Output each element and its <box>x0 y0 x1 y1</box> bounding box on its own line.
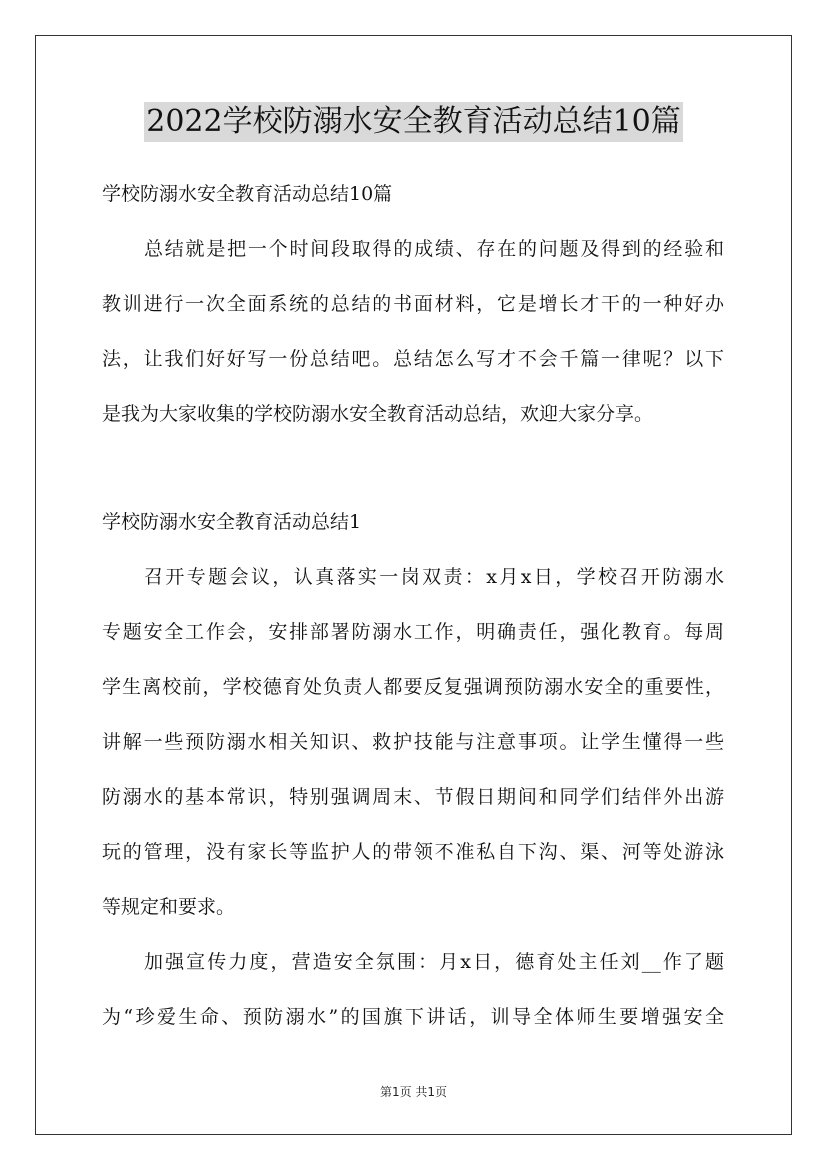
paragraph1-line-6: 玩的管理，没有家长等监护人的带领不准私自下沟、渠、河等处游泳 <box>102 841 724 863</box>
paragraph1-line-1: 召开专题会议，认真落实一岗双责：x月x日，学校召开防溺水 <box>144 566 724 588</box>
paragraph2-line-1: 加强宣传力度，营造安全氛围：月x日，德育处主任刘__作了题 <box>144 951 724 973</box>
intro-line-2: 教训进行一次全面系统的总结的书面材料，它是增长才干的一种好办 <box>102 293 724 315</box>
page-footer: 第1页 共1页 <box>379 1085 448 1099</box>
intro-line-1: 总结就是把一个时间段取得的成绩、存在的问题及得到的经验和 <box>144 238 724 260</box>
paragraph2-line-2: 为“珍爱生命、预防溺水”的国旗下讲话，训导全体师生要增强安全 <box>102 1006 724 1028</box>
section-heading: 学校防溺水安全教育活动总结1 <box>102 511 362 533</box>
intro-line-4: 是我为大家收集的学校防溺水安全教育活动总结，欢迎大家分享。 <box>102 403 654 425</box>
paragraph1-line-3: 学生离校前，学校德育处负责人都要反复强调预防溺水安全的重要性， <box>102 676 724 698</box>
paragraph1-line-5: 防溺水的基本常识，特别强调周末、节假日期间和同学们结伴外出游 <box>102 786 724 808</box>
subtitle: 学校防溺水安全教育活动总结10篇 <box>102 183 393 205</box>
document-title: 2022学校防溺水安全教育活动总结10篇 <box>144 102 683 142</box>
title-container <box>0 102 827 142</box>
intro-line-3: 法，让我们好好写一份总结吧。总结怎么写才不会千篇一律呢？以下 <box>102 348 724 370</box>
paragraph1-line-2: 专题安全工作会，安排部署防溺水工作，明确责任，强化教育。每周 <box>102 621 724 643</box>
paragraph1-line-7: 等规定和要求。 <box>102 896 236 918</box>
paragraph1-line-4: 讲解一些预防溺水相关知识、救护技能与注意事项。让学生懂得一些 <box>102 731 724 753</box>
